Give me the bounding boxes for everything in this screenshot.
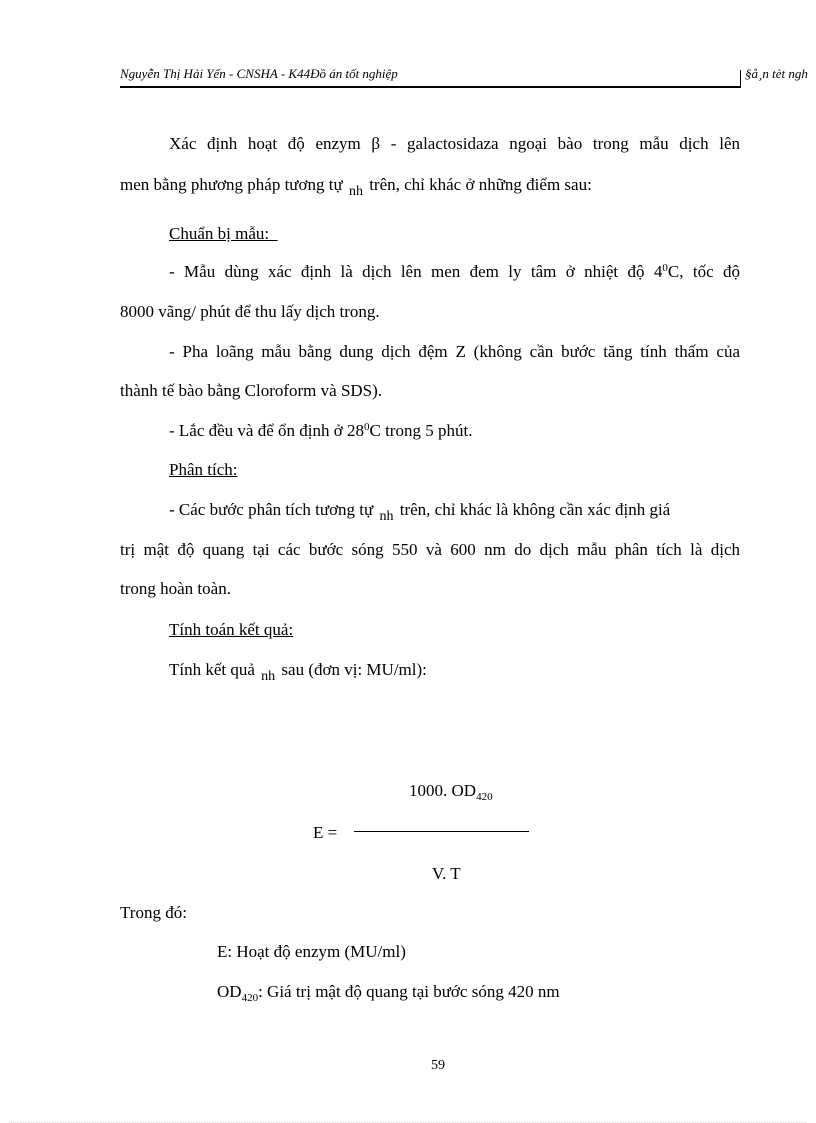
paragraph-intro-line-1: Xác định hoạt độ enzym β - galactosidaza ngoại bào trong mẫu dịch lên <box>169 134 740 153</box>
analysis-line-1: - Các bước phân tích tương tự $_{nh}$ trên, chỉ khác là không cần xác định giá <box>169 500 671 524</box>
legend-intro: Trong đó: <box>120 903 187 922</box>
legend-od-definition: $OD_{420}$: Giá trị mật độ quang tại bước sóng 420 nm <box>217 982 560 1004</box>
prep-step-2-line-2: thành tế bào bằng Cloroform và SDS). <box>120 381 383 400</box>
formula-numerator: 1000. $OD_{420}$ <box>409 781 493 803</box>
header-right-text: §å¸n tèt ngh <box>745 66 808 81</box>
formula-denominator: V. T <box>432 864 461 883</box>
header-left-text: Nguyễn Thị Hải Yến - CNSHA - K44Đồ án tốt nghiệp <box>120 66 398 81</box>
fraction-bar <box>354 831 529 832</box>
prep-step-2-line-1: - Pha loãng mẫu bằng dung dịch đệm Z (không cần bước tăng tính thấm của <box>169 342 740 361</box>
analysis-line-3: trong hoàn toàn. <box>120 579 231 598</box>
running-header <box>120 66 816 86</box>
heading-sample-preparation: Chuẩn bị mẫu: <box>169 224 270 243</box>
legend-e-definition: E: Hoạt độ enzym (MU/ml) <box>217 942 406 961</box>
heading-analysis: Phân tích: <box>169 460 238 479</box>
prep-step-1-line-1: - Mẫu dùng xác định là dịch lên men đem ly tâm ở nhiệt độ $4^0C$, tốc độ <box>169 262 740 281</box>
page-number: 59 <box>431 1058 445 1073</box>
analysis-line-2: trị mật độ quang tại các bước sóng 550 và 600 nm do dịch mẫu phân tích là dịch <box>120 540 740 559</box>
header-divider <box>740 70 741 88</box>
prep-step-3: - Lắc đều và để ổn định ở $28^0C$ trong 5 phút. <box>169 421 473 440</box>
formula-lhs: E = <box>313 823 338 842</box>
header-rule <box>120 86 740 88</box>
calculation-intro: Tính kết quả $_{nh}$ sau (đơn vị: MU/ml): <box>169 660 427 684</box>
heading-calculation: Tính toán kết quả: <box>169 620 294 639</box>
paragraph-intro-line-2: men bằng phương pháp tương tự $_{nh}$ trên, chỉ khác ở những điểm sau: <box>120 175 592 199</box>
prep-step-1-line-2: 8000 vãng/ phút để thu lấy dịch trong. <box>120 302 380 321</box>
